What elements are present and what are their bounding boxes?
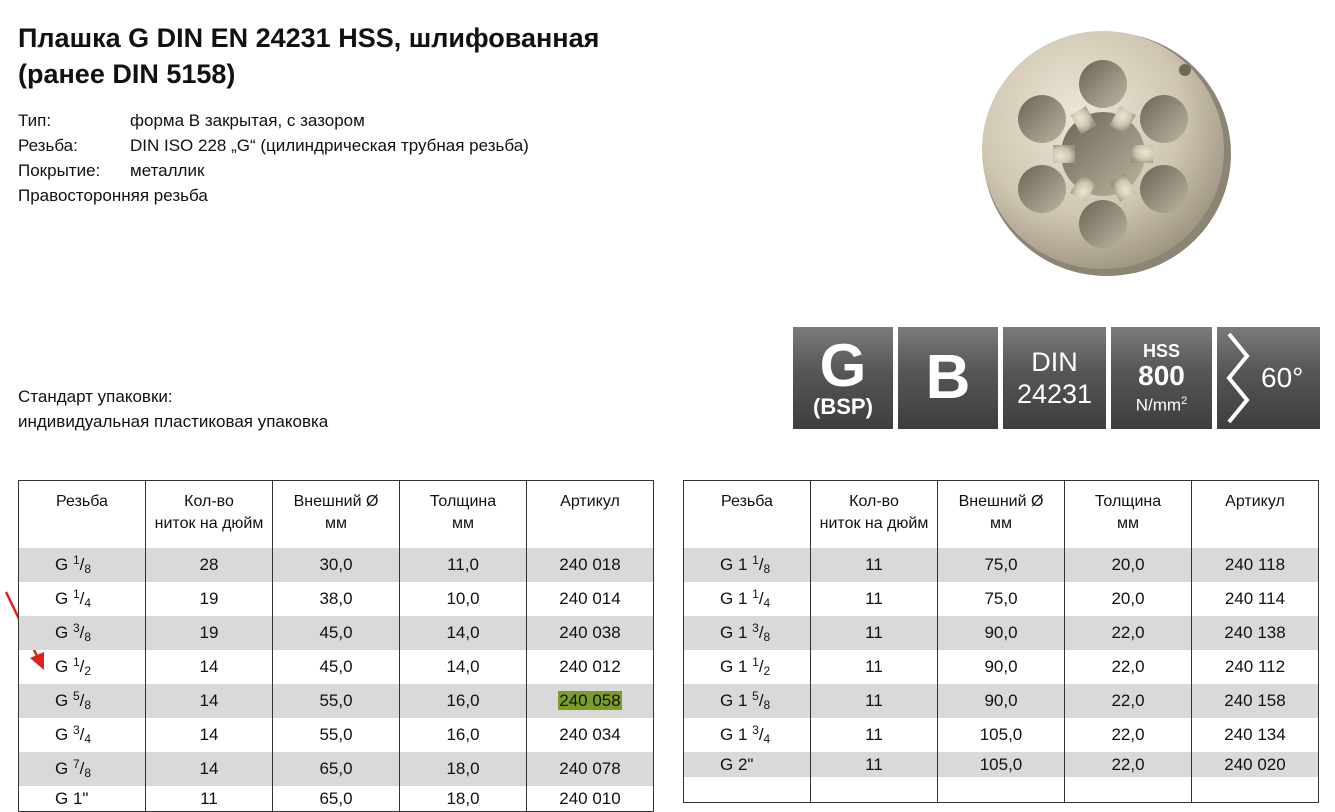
property-thread-value: DIN ISO 228 „G“ (цилиндрическая трубная резьба) [130, 136, 529, 155]
fraction-numerator: 1 [72, 552, 80, 567]
header-thickness-line: Толщина [1094, 493, 1162, 510]
cell-value: 90,0 [984, 691, 1018, 710]
cell-value: 14,0 [446, 657, 480, 676]
badge-g-bsp: (BSP) [813, 394, 873, 419]
header-outer-diameter-line: Внешний Ø [293, 493, 379, 510]
cell-thickness [400, 616, 527, 650]
table-row [19, 786, 654, 812]
thread-fraction: $^1/_4$ [752, 586, 771, 610]
cell-thread [684, 777, 811, 803]
badge-hss-unit-sup: 2 [1181, 394, 1188, 407]
header-thickness-line: Толщина [429, 493, 497, 510]
cell-article [1192, 752, 1319, 777]
cell-value: 55,0 [319, 691, 353, 710]
cell-value: 11 [865, 657, 883, 676]
spacer-cell [938, 539, 1065, 548]
cell-article [527, 752, 654, 786]
cell-outer-diameter [938, 777, 1065, 803]
table-spacer [19, 539, 654, 548]
cell-thickness [1065, 718, 1192, 752]
cell-tpi [811, 752, 938, 777]
thread-fraction: $^5/_8$ [752, 688, 771, 712]
cell-value: 240 020 [1224, 754, 1286, 774]
cell-article [527, 786, 654, 812]
cell-value: 55,0 [319, 725, 353, 744]
cell-value: 240 114 [1224, 589, 1286, 608]
cell-value: 11 [865, 754, 883, 774]
cell-value: 18,0 [446, 788, 480, 808]
spec-table-left [18, 480, 654, 812]
table-spacer [684, 539, 1319, 548]
thread-fraction: $^3/_8$ [72, 620, 92, 644]
badge-hss-value: 800 [1138, 359, 1185, 391]
thread-fraction: $^1/_8$ [752, 552, 771, 576]
title-line-1: Плашка G DIN EN 24231 HSS, шлифованная [18, 23, 600, 53]
cell-thickness [1065, 650, 1192, 684]
table-row [684, 616, 1319, 650]
cell-tpi [146, 684, 273, 718]
thread-size-prefix: G [55, 690, 73, 710]
title-line-2: (ранее DIN 5158) [18, 59, 236, 89]
header-outer-diameter-line: мм [325, 515, 347, 532]
thread-fraction: $^1/_2$ [752, 654, 771, 678]
property-thread [18, 133, 529, 158]
cell-value: 38,0 [319, 589, 353, 608]
cell-article [1192, 777, 1319, 803]
table-header-row [684, 481, 1319, 539]
product-properties [18, 108, 529, 208]
cell-value: 20,0 [1111, 555, 1145, 574]
cell-thread [684, 718, 811, 752]
fraction-denominator: 8 [763, 629, 771, 644]
cell-article [1192, 684, 1319, 718]
cell-thread [19, 684, 146, 718]
cell-tpi [146, 718, 273, 752]
cell-value: 16,0 [446, 725, 480, 744]
header-thickness [400, 481, 527, 539]
cell-thickness [400, 752, 527, 786]
thread-size-prefix: G 2" [720, 754, 754, 774]
cell-value: 240 118 [1224, 555, 1286, 574]
badge-b-letter: B [925, 343, 971, 412]
cell-thickness [1065, 582, 1192, 616]
badge-hss-unit-base: N/mm [1135, 395, 1182, 415]
cell-value: 105,0 [979, 725, 1023, 744]
thread-size-prefix: G [55, 588, 73, 608]
header-outer-diameter-line: мм [990, 515, 1012, 532]
fraction-numerator: 3 [752, 722, 759, 737]
packing-info [18, 384, 328, 434]
fraction-denominator: 8 [763, 697, 771, 712]
table-row [684, 718, 1319, 752]
thread-fraction: $^1/_2$ [72, 654, 92, 678]
cell-value: 240 010 [559, 788, 621, 808]
cell-article [527, 650, 654, 684]
fraction-denominator: 8 [763, 561, 771, 576]
fraction-denominator: 2 [84, 663, 92, 678]
cell-article [1192, 718, 1319, 752]
fraction-numerator: 3 [72, 620, 80, 635]
cell-outer-diameter [273, 616, 400, 650]
cell-outer-diameter [273, 684, 400, 718]
fraction-numerator: 1 [752, 586, 759, 601]
table-row [19, 616, 654, 650]
table-row [684, 777, 1319, 803]
cell-tpi [146, 650, 273, 684]
cell-article [527, 582, 654, 616]
cell-thread [684, 684, 811, 718]
cell-outer-diameter [273, 718, 400, 752]
cell-outer-diameter [273, 786, 400, 812]
cell-article [527, 548, 654, 582]
cell-value: 75,0 [984, 555, 1018, 574]
cell-thread [19, 548, 146, 582]
cell-thread [19, 718, 146, 752]
cell-thread [684, 616, 811, 650]
badge-din-line1: DIN [1031, 347, 1078, 377]
header-thickness-line: мм [452, 515, 474, 532]
table-row [684, 582, 1319, 616]
thread-profile-icon [1223, 332, 1253, 424]
cell-outer-diameter [938, 616, 1065, 650]
thread-fraction: $^5/_8$ [72, 688, 92, 712]
badge-g-letter: G [819, 332, 867, 399]
cell-tpi [146, 582, 273, 616]
thread-size-prefix: G 1 [720, 656, 753, 676]
cell-thickness [400, 718, 527, 752]
fraction-numerator: 3 [752, 620, 759, 635]
badge-angle [1217, 327, 1320, 429]
thread-size-prefix: G 1 [720, 588, 753, 608]
cell-value: 240 014 [559, 589, 621, 608]
cell-tpi [811, 718, 938, 752]
header-article-line: Артикул [1225, 493, 1285, 510]
thread-fraction: $^1/_8$ [72, 552, 92, 576]
cell-value: 30,0 [319, 555, 353, 574]
thread-size-prefix: G 1" [55, 788, 89, 808]
fraction-numerator: 1 [752, 552, 759, 567]
cell-value: 45,0 [319, 657, 353, 676]
cell-value: 19 [199, 623, 219, 642]
header-thread [684, 481, 811, 539]
property-type [18, 108, 529, 133]
fraction-numerator: 1 [752, 654, 759, 669]
header-article [1192, 481, 1319, 539]
page-title [18, 20, 599, 92]
cell-outer-diameter [273, 752, 400, 786]
cell-value: 240 134 [1224, 725, 1286, 744]
table-row [19, 548, 654, 582]
badge-angle-value: 60° [1261, 362, 1304, 393]
cell-tpi [146, 616, 273, 650]
cell-article [1192, 650, 1319, 684]
cell-thickness [400, 786, 527, 812]
spec-table-right [683, 480, 1319, 803]
badge-form [898, 327, 998, 429]
cell-outer-diameter [938, 752, 1065, 777]
cell-outer-diameter [938, 684, 1065, 718]
cell-tpi [811, 777, 938, 803]
header-tpi-line: Кол-во [849, 493, 899, 510]
spacer-cell [400, 539, 527, 548]
thread-direction: Правосторонняя резьба [18, 186, 208, 205]
cell-tpi [146, 752, 273, 786]
cell-value: 22,0 [1111, 657, 1145, 676]
spec-badges [793, 327, 1320, 429]
cell-value: 16,0 [446, 691, 480, 710]
cell-article [1192, 616, 1319, 650]
fraction-denominator: 4 [84, 731, 92, 746]
header-tpi-line: ниток на дюйм [154, 515, 264, 532]
cell-value: 14 [199, 691, 219, 710]
thread-size-prefix: G 1 [720, 554, 753, 574]
cell-value: 240 034 [559, 725, 621, 744]
badge-hss-label: HSS [1142, 340, 1180, 361]
thread-size-prefix: G 1 [720, 622, 753, 642]
cell-outer-diameter [273, 650, 400, 684]
cell-thread [19, 616, 146, 650]
spacer-cell [146, 539, 273, 548]
cell-article [1192, 582, 1319, 616]
cell-value: 22,0 [1111, 725, 1145, 744]
cell-value: 240 018 [559, 555, 621, 574]
cell-article [527, 616, 654, 650]
cell-thread [19, 752, 146, 786]
packing-label: Стандарт упаковки: [18, 387, 173, 406]
cell-value: 18,0 [446, 759, 480, 778]
fraction-numerator: 5 [72, 688, 80, 703]
cell-value: 20,0 [1111, 589, 1145, 608]
cell-tpi [146, 548, 273, 582]
header-tpi [811, 481, 938, 539]
cell-value: 22,0 [1111, 691, 1145, 710]
spacer-cell [811, 539, 938, 548]
cell-outer-diameter [938, 650, 1065, 684]
spacer-cell [527, 539, 654, 548]
cell-value: 22,0 [1111, 754, 1145, 774]
spacer-cell [1065, 539, 1192, 548]
cell-tpi [811, 684, 938, 718]
badge-hss [1111, 327, 1212, 429]
header-tpi-line: Кол-во [184, 493, 234, 510]
cell-tpi [811, 548, 938, 582]
table-row [19, 718, 654, 752]
cell-thread [19, 650, 146, 684]
cell-article [1192, 548, 1319, 582]
fraction-numerator: 1 [72, 586, 80, 601]
thread-fraction: $^1/_4$ [72, 586, 92, 610]
cell-value: 10,0 [446, 589, 480, 608]
badge-hss-unit [1136, 391, 1187, 416]
table-row [684, 548, 1319, 582]
header-outer-diameter-line: Внешний Ø [958, 493, 1044, 510]
cell-value: 240 078 [559, 759, 621, 778]
fraction-denominator: 4 [84, 595, 92, 610]
cell-outer-diameter [273, 548, 400, 582]
header-thread [19, 481, 146, 539]
cell-outer-diameter [938, 718, 1065, 752]
cell-tpi [811, 582, 938, 616]
header-outer-diameter [938, 481, 1065, 539]
property-coating-value: металлик [130, 161, 205, 180]
cell-article [527, 718, 654, 752]
cell-value: 90,0 [984, 657, 1018, 676]
cell-thread [19, 582, 146, 616]
header-article [527, 481, 654, 539]
cell-value: 90,0 [984, 623, 1018, 642]
spacer-cell [273, 539, 400, 548]
header-thread-line: Резьба [721, 493, 773, 510]
cell-value: 75,0 [984, 589, 1018, 608]
cell-value: 11 [865, 623, 883, 642]
cell-outer-diameter [273, 582, 400, 616]
cell-outer-diameter [938, 548, 1065, 582]
cell-thickness [1065, 616, 1192, 650]
cell-value: 11 [200, 788, 218, 808]
fraction-denominator: 4 [763, 595, 771, 610]
fraction-numerator: 5 [752, 688, 759, 703]
thread-size-prefix: G [55, 758, 73, 778]
cell-tpi [811, 650, 938, 684]
thread-fraction: $^7/_8$ [72, 756, 92, 780]
cell-thickness [400, 650, 527, 684]
header-thickness [1065, 481, 1192, 539]
cell-value: 65,0 [319, 788, 353, 808]
property-coating-label: Покрытие: [18, 161, 101, 180]
header-thread-line: Резьба [56, 493, 108, 510]
cell-thread [684, 650, 811, 684]
table-row [684, 650, 1319, 684]
property-type-label: Тип: [18, 111, 52, 130]
spacer-cell [684, 539, 811, 548]
cell-article [527, 684, 654, 718]
property-coating [18, 158, 529, 183]
thread-fraction: $^3/_4$ [752, 722, 771, 746]
cell-value: 14 [199, 725, 219, 744]
cell-thickness [400, 582, 527, 616]
cell-tpi [146, 786, 273, 812]
header-article-line: Артикул [560, 493, 620, 510]
cell-thickness [400, 548, 527, 582]
table-header-row [19, 481, 654, 539]
table-row [19, 752, 654, 786]
header-tpi [146, 481, 273, 539]
fraction-denominator: 8 [84, 765, 92, 780]
thread-fraction: $^3/_4$ [72, 722, 92, 746]
table-row [684, 684, 1319, 718]
cell-thickness [1065, 752, 1192, 777]
thread-size-prefix: G 1 [720, 690, 753, 710]
cell-value: 19 [199, 589, 219, 608]
fraction-numerator: 1 [72, 654, 80, 669]
cell-value: 105,0 [979, 754, 1023, 774]
header-thickness-line: мм [1117, 515, 1139, 532]
badge-din-line2: 24231 [1016, 379, 1093, 409]
cell-value: 240 058 [559, 691, 621, 710]
spacer-cell [19, 539, 146, 548]
cell-outer-diameter [938, 582, 1065, 616]
cell-value: 45,0 [319, 623, 353, 642]
cell-value: 14,0 [446, 623, 480, 642]
cell-value: 240 038 [559, 623, 621, 642]
header-tpi-line: ниток на дюйм [819, 515, 929, 532]
table-row [19, 684, 654, 718]
thread-size-prefix: G [55, 724, 73, 744]
cell-thickness [1065, 548, 1192, 582]
cell-value: 11,0 [447, 555, 479, 574]
thread-size-prefix: G 1 [720, 724, 753, 744]
cell-value: 11 [865, 691, 883, 710]
cell-value: 11 [865, 725, 883, 744]
cell-value: 14 [199, 657, 219, 676]
cell-value: 28 [199, 555, 219, 574]
table-row [684, 752, 1319, 777]
fraction-denominator: 4 [763, 731, 771, 746]
property-type-value: форма B закрытая, с зазором [130, 111, 365, 130]
badge-thread-type [793, 327, 893, 429]
packing-value: индивидуальная пластиковая упаковка [18, 412, 329, 431]
thread-fraction: $^3/_8$ [752, 620, 771, 644]
cell-thread [19, 786, 146, 812]
property-thread-label: Резьба: [18, 136, 78, 155]
cell-value: 65,0 [319, 759, 353, 778]
fraction-numerator: 7 [72, 756, 80, 771]
spacer-cell [1192, 539, 1319, 548]
fraction-denominator: 8 [84, 697, 92, 712]
round-die-image [975, 22, 1235, 282]
cell-thickness [1065, 684, 1192, 718]
cell-value: 240 158 [1224, 691, 1286, 710]
header-outer-diameter [273, 481, 400, 539]
cell-thread [684, 548, 811, 582]
cell-value: 240 012 [559, 657, 621, 676]
fraction-denominator: 2 [763, 663, 771, 678]
cell-value: 22,0 [1111, 623, 1145, 642]
cell-tpi [811, 616, 938, 650]
badge-din [1003, 327, 1106, 429]
table-row [19, 582, 654, 616]
thread-size-prefix: G [55, 656, 73, 676]
cell-thread [684, 582, 811, 616]
thread-size-prefix: G [55, 622, 73, 642]
cell-thread [684, 752, 811, 777]
table-row [19, 650, 654, 684]
cell-value: 11 [865, 589, 883, 608]
fraction-denominator: 8 [84, 629, 92, 644]
fraction-numerator: 3 [72, 722, 80, 737]
cell-value: 14 [199, 759, 219, 778]
fraction-denominator: 8 [84, 561, 92, 576]
cell-thickness [1065, 777, 1192, 803]
cell-value: 240 112 [1224, 657, 1286, 676]
cell-thickness [400, 684, 527, 718]
cell-value: 240 138 [1224, 623, 1286, 642]
cell-value: 11 [865, 555, 883, 574]
thread-size-prefix: G [55, 554, 73, 574]
